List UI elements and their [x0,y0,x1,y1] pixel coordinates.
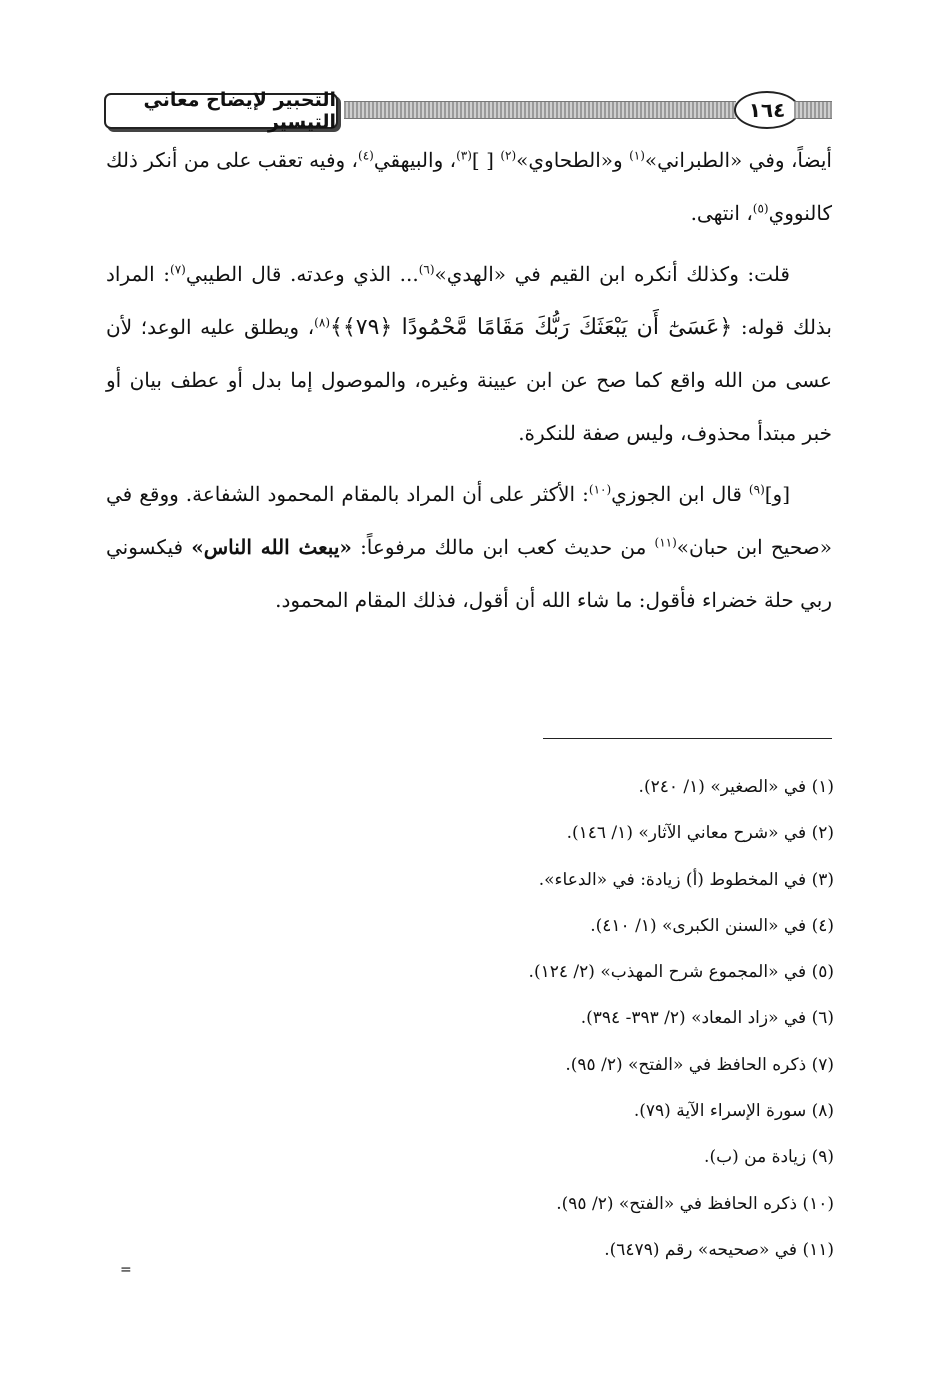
footnote-3: (٣) في المخطوط (أ) زيادة: في «الدعاء». [538,869,834,890]
text-run: ... الذي وعدته. قال الطيبي [185,262,419,286]
text-run: [و] [764,482,791,506]
text-run: : الأكثر على أن المراد بالمقام المحمود الشفاعة. ووقع في «صحيح ابن حبان» [106,482,832,559]
footnote-8: (٨) سورة الإسراء الآية (٧٩). [633,1101,834,1122]
footnote-ref[interactable]: (٢) [500,148,517,163]
footnote-separator [543,738,832,739]
footnote-ref[interactable]: (٨) [314,315,330,330]
header-ornament-band-right [794,101,832,119]
text-run: من حديث كعب ابن مالك مرفوعاً: [351,535,655,559]
footnote-10: (١٠) ذكره الحافظ في «الفتح» (٢/ ٩٥). [556,1193,834,1214]
text-run: ، ويطلق عليه الوعد؛ لأن عسى من الله واقع كما صح عن ابن عيينة وغيره، والموصول إما بدل أو عطف بيان أو خبر مبتدأ محذوف، وليس صفة للنكرة. [106,315,832,445]
text-run: قال ابن الجوزي [611,482,749,506]
text-run: ، وفيه تعقب على من أنكر ذلك كالنووي [106,148,832,225]
text-run: [ ] [471,148,501,172]
text-run: ، والبيهقي [373,148,457,172]
page-number: ١٦٤ [734,91,800,129]
quran-verse: ﴿عَسَىٰٓ أَن يَبْعَثَكَ رَبُّكَ مَقَامًا مَّحْمُودًا ﴿٧٩﴾﴾ [330,315,733,340]
footnote-7: (٧) ذكره الحافظ في «الفتح» (٢/ ٩٥). [565,1054,834,1075]
main-text [106,134,832,635]
footnote-11: (١١) في «صحيحه» رقم (٦٤٧٩). [604,1239,834,1260]
header-ornament-band [344,101,736,119]
footnote-ref[interactable]: (٤) [358,148,374,163]
paragraph-2 [106,248,832,460]
footnote-ref[interactable]: (١) [629,148,645,163]
corner-mark: = [120,1262,132,1278]
footnote-9: (٩) زيادة من (ب). [704,1147,834,1168]
text-run: ، انتهى. [690,201,753,225]
text-run: و«الطحاوي» [516,148,630,172]
footnote-6: (٦) في «زاد المعاد» (٢/ ٣٩٣- ٣٩٤). [580,1008,834,1029]
text-run: فيكسوني ربي حلة خضراء فأقول: ما شاء الله أن أقول، فذلك المقام المحمود. [106,535,832,612]
footnote-ref[interactable]: (١١) [654,535,677,550]
paragraph-1 [106,134,832,240]
page-header [104,87,832,131]
text-run: قلت: وكذلك أنكره ابن القيم في «الهدي» [434,262,790,286]
hadith-quote: «يبعث الله الناس» [191,535,352,559]
footnote-4: (٤) في «السنن الكبرى» (١/ ٤١٠). [590,915,834,936]
footnote-ref[interactable]: (٣) [456,148,472,163]
footnote-1: (١) في «الصغير» (١/ ٢٤٠). [638,777,834,797]
footnotes [106,764,834,1273]
book-title: التحبير لإيضاح معاني التيسير [104,93,338,129]
text-run: أيضاً، وفي «الطبراني» [644,148,832,172]
footnote-5: (٥) في «المجموع شرح المهذب» (٢/ ١٢٤). [528,962,834,983]
text-run: : المراد بذلك قوله: [106,262,832,339]
footnote-2: (٢) في «شرح معاني الآثار» (١/ ١٤٦). [566,823,834,844]
footnote-ref[interactable]: (٩) [748,482,765,497]
footnote-ref[interactable]: (٧) [170,262,186,277]
paragraph-3 [106,468,832,627]
footnote-ref[interactable]: (١٠) [588,482,612,497]
footnote-ref[interactable]: (٥) [752,201,769,216]
footnote-ref[interactable]: (٦) [418,262,435,277]
